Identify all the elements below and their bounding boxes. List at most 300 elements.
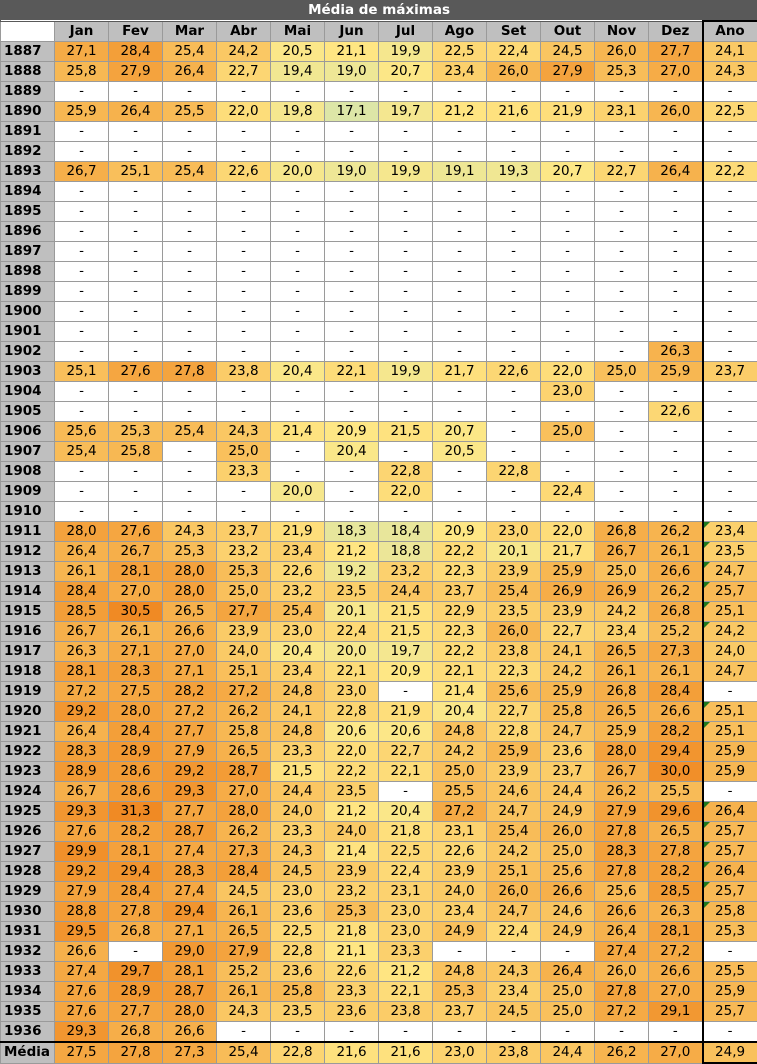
month-value-cell: -: [109, 82, 163, 102]
month-value-cell: 24,8: [433, 962, 487, 982]
month-value-cell: 26,0: [487, 622, 541, 642]
month-value-cell: -: [541, 142, 595, 162]
year-label: 1920: [1, 702, 55, 722]
month-value-cell: -: [379, 222, 433, 242]
month-value-cell: 27,2: [433, 802, 487, 822]
month-value-cell: 28,9: [109, 982, 163, 1002]
month-value-cell: -: [433, 222, 487, 242]
month-value-cell: -: [271, 282, 325, 302]
month-value-cell: -: [55, 382, 109, 402]
table-row: [1, 362, 757, 382]
month-value-cell: 29,4: [649, 742, 703, 762]
month-value-cell: -: [541, 262, 595, 282]
year-label: 1919: [1, 682, 55, 702]
month-value-cell: 22,9: [433, 602, 487, 622]
month-value-cell: 26,2: [649, 522, 703, 542]
month-value-cell: 22,6: [271, 562, 325, 582]
month-value-cell: 28,0: [163, 1002, 217, 1022]
year-label: 1891: [1, 122, 55, 142]
month-value-cell: 23,3: [325, 982, 379, 1002]
month-value-cell: 24,2: [217, 42, 271, 62]
table-row: [1, 522, 757, 542]
year-label: 1908: [1, 462, 55, 482]
annual-value-cell: -: [703, 142, 757, 162]
month-value-cell: 21,7: [433, 362, 487, 382]
month-value-cell: 22,1: [379, 982, 433, 1002]
annual-value-cell: -: [703, 382, 757, 402]
month-value-cell: 23,5: [487, 602, 541, 622]
month-value-cell: 26,5: [217, 742, 271, 762]
month-value-cell: -: [433, 142, 487, 162]
month-value-cell: -: [595, 202, 649, 222]
month-value-cell: 27,4: [595, 942, 649, 962]
month-value-cell: 27,2: [649, 942, 703, 962]
month-value-cell: 24,0: [271, 802, 325, 822]
annual-value-cell: 26,4: [703, 862, 757, 882]
month-value-cell: -: [217, 202, 271, 222]
month-value-cell: 23,4: [487, 982, 541, 1002]
month-value-cell: 21,1: [325, 942, 379, 962]
month-value-cell: 19,8: [271, 102, 325, 122]
table-row: [1, 62, 757, 82]
month-value-cell: -: [325, 122, 379, 142]
month-value-cell: -: [163, 242, 217, 262]
month-value-cell: 22,8: [271, 942, 325, 962]
month-value-cell: 22,7: [595, 162, 649, 182]
month-value-cell: -: [595, 302, 649, 322]
table-row: [1, 1022, 757, 1043]
month-value-cell: -: [541, 202, 595, 222]
table-row: [1, 402, 757, 422]
year-label: 1911: [1, 522, 55, 542]
month-value-cell: -: [433, 82, 487, 102]
month-value-cell: -: [163, 222, 217, 242]
month-value-cell: 22,5: [433, 42, 487, 62]
year-label: 1933: [1, 962, 55, 982]
month-value-cell: 25,9: [541, 562, 595, 582]
month-value-cell: -: [433, 502, 487, 522]
month-value-cell: -: [325, 502, 379, 522]
month-value-cell: 23,6: [541, 742, 595, 762]
month-value-cell: -: [487, 142, 541, 162]
month-value-cell: 23,4: [433, 902, 487, 922]
year-label: 1890: [1, 102, 55, 122]
month-value-cell: 25,0: [217, 582, 271, 602]
month-value-cell: 19,0: [325, 162, 379, 182]
month-value-cell: -: [487, 182, 541, 202]
month-value-cell: -: [217, 282, 271, 302]
month-value-cell: -: [541, 942, 595, 962]
month-value-cell: 19,2: [325, 562, 379, 582]
month-value-cell: -: [55, 482, 109, 502]
month-value-cell: 26,2: [595, 782, 649, 802]
month-value-cell: 24,4: [541, 782, 595, 802]
month-value-cell: -: [649, 462, 703, 482]
month-value-cell: 23,0: [271, 622, 325, 642]
annual-value-cell: -: [703, 242, 757, 262]
month-value-cell: 26,4: [55, 542, 109, 562]
month-value-cell: 26,8: [109, 922, 163, 942]
month-value-cell: -: [595, 462, 649, 482]
month-value-cell: -: [109, 222, 163, 242]
column-header-ano: Ano: [703, 21, 757, 42]
month-value-cell: 24,6: [541, 902, 595, 922]
month-value-cell: -: [541, 322, 595, 342]
month-value-cell: 21,7: [541, 542, 595, 562]
table-row: [1, 822, 757, 842]
month-value-cell: 22,0: [541, 522, 595, 542]
month-value-cell: 30,5: [109, 602, 163, 622]
month-value-cell: 22,1: [325, 662, 379, 682]
month-value-cell: 24,8: [433, 722, 487, 742]
month-value-cell: -: [325, 482, 379, 502]
month-value-cell: 21,6: [325, 1042, 379, 1063]
month-value-cell: 22,7: [487, 702, 541, 722]
month-value-cell: -: [217, 302, 271, 322]
month-value-cell: 28,9: [109, 742, 163, 762]
annual-value-cell: 25,1: [703, 602, 757, 622]
month-value-cell: 29,9: [55, 842, 109, 862]
month-value-cell: 26,1: [217, 902, 271, 922]
month-value-cell: 26,2: [217, 702, 271, 722]
month-value-cell: -: [271, 182, 325, 202]
month-value-cell: 18,3: [325, 522, 379, 542]
month-value-cell: 23,0: [379, 922, 433, 942]
month-value-cell: 25,0: [541, 422, 595, 442]
year-label: 1918: [1, 662, 55, 682]
month-value-cell: 23,5: [325, 782, 379, 802]
month-value-cell: 29,3: [163, 782, 217, 802]
month-value-cell: 23,7: [433, 582, 487, 602]
month-value-cell: 27,9: [163, 742, 217, 762]
month-value-cell: -: [163, 442, 217, 462]
month-value-cell: 23,3: [217, 462, 271, 482]
month-value-cell: 20,4: [379, 802, 433, 822]
month-value-cell: -: [271, 462, 325, 482]
month-value-cell: 25,8: [541, 702, 595, 722]
month-value-cell: -: [649, 262, 703, 282]
month-value-cell: 23,8: [217, 362, 271, 382]
month-value-cell: -: [433, 302, 487, 322]
month-value-cell: 23,4: [433, 62, 487, 82]
month-value-cell: -: [163, 382, 217, 402]
month-value-cell: -: [541, 442, 595, 462]
month-value-cell: 22,7: [379, 742, 433, 762]
column-header-out: Out: [541, 21, 595, 42]
month-value-cell: 23,5: [325, 582, 379, 602]
month-value-cell: 26,7: [595, 762, 649, 782]
month-value-cell: 22,8: [271, 1042, 325, 1063]
month-value-cell: 27,7: [109, 1002, 163, 1022]
month-value-cell: 23,7: [217, 522, 271, 542]
month-value-cell: 23,8: [379, 1002, 433, 1022]
month-value-cell: 31,3: [109, 802, 163, 822]
table-row: [1, 842, 757, 862]
month-value-cell: 26,4: [541, 962, 595, 982]
month-value-cell: 28,2: [649, 722, 703, 742]
month-value-cell: 24,6: [487, 782, 541, 802]
month-value-cell: 20,1: [325, 602, 379, 622]
month-value-cell: -: [163, 342, 217, 362]
month-value-cell: -: [649, 302, 703, 322]
month-value-cell: -: [595, 282, 649, 302]
month-value-cell: 27,7: [163, 722, 217, 742]
month-value-cell: -: [487, 1022, 541, 1043]
month-value-cell: 26,7: [55, 622, 109, 642]
month-value-cell: 25,0: [433, 762, 487, 782]
month-value-cell: 26,6: [55, 942, 109, 962]
month-value-cell: 26,7: [595, 542, 649, 562]
month-value-cell: -: [379, 302, 433, 322]
month-value-cell: 28,4: [649, 682, 703, 702]
month-value-cell: -: [541, 122, 595, 142]
table-row: [1, 982, 757, 1002]
month-value-cell: 26,0: [595, 42, 649, 62]
month-value-cell: 27,9: [55, 882, 109, 902]
month-value-cell: -: [271, 502, 325, 522]
month-value-cell: 23,9: [487, 562, 541, 582]
month-value-cell: -: [271, 322, 325, 342]
month-value-cell: 20,7: [541, 162, 595, 182]
annual-value-cell: -: [703, 422, 757, 442]
month-value-cell: -: [541, 182, 595, 202]
year-label: 1906: [1, 422, 55, 442]
annual-value-cell: 25,7: [703, 822, 757, 842]
header-corner: [1, 21, 55, 42]
month-value-cell: -: [595, 82, 649, 102]
month-value-cell: 27,8: [109, 902, 163, 922]
month-value-cell: 24,7: [487, 902, 541, 922]
month-value-cell: 27,9: [595, 802, 649, 822]
month-value-cell: 27,9: [217, 942, 271, 962]
month-value-cell: 29,0: [163, 942, 217, 962]
month-value-cell: 24,2: [433, 742, 487, 762]
table-row: [1, 382, 757, 402]
month-value-cell: 22,1: [325, 362, 379, 382]
month-value-cell: 21,9: [379, 702, 433, 722]
month-value-cell: 25,8: [271, 982, 325, 1002]
annual-value-cell: 24,1: [703, 42, 757, 62]
annual-value-cell: -: [703, 282, 757, 302]
year-label: 1922: [1, 742, 55, 762]
month-value-cell: 27,6: [109, 522, 163, 542]
month-value-cell: 27,2: [55, 682, 109, 702]
month-value-cell: -: [649, 82, 703, 102]
month-value-cell: 27,6: [55, 982, 109, 1002]
month-value-cell: 26,1: [55, 562, 109, 582]
month-value-cell: 24,0: [217, 642, 271, 662]
month-value-cell: 25,0: [217, 442, 271, 462]
month-value-cell: -: [595, 422, 649, 442]
month-value-cell: -: [55, 342, 109, 362]
month-value-cell: 24,8: [271, 682, 325, 702]
month-value-cell: 25,1: [487, 862, 541, 882]
annual-value-cell: 25,7: [703, 582, 757, 602]
annual-value-cell: 24,2: [703, 622, 757, 642]
month-value-cell: 25,3: [163, 542, 217, 562]
month-value-cell: 28,4: [55, 582, 109, 602]
month-value-cell: 25,2: [217, 962, 271, 982]
annual-value-cell: 25,9: [703, 982, 757, 1002]
month-value-cell: -: [109, 262, 163, 282]
month-value-cell: 22,4: [541, 482, 595, 502]
annual-value-cell: -: [703, 402, 757, 422]
month-value-cell: 26,1: [595, 662, 649, 682]
month-value-cell: 25,1: [217, 662, 271, 682]
month-value-cell: -: [379, 242, 433, 262]
month-value-cell: -: [379, 142, 433, 162]
column-header-fev: Fev: [109, 21, 163, 42]
month-value-cell: 25,9: [55, 102, 109, 122]
annual-value-cell: 22,2: [703, 162, 757, 182]
month-value-cell: 20,9: [325, 422, 379, 442]
table-row: [1, 162, 757, 182]
month-value-cell: 18,4: [379, 522, 433, 542]
month-value-cell: -: [595, 1022, 649, 1043]
month-value-cell: -: [595, 222, 649, 242]
annual-value-cell: 26,4: [703, 802, 757, 822]
table-row: [1, 202, 757, 222]
month-value-cell: 29,3: [55, 802, 109, 822]
month-value-cell: 29,2: [55, 862, 109, 882]
month-value-cell: 25,6: [595, 882, 649, 902]
table-row: [1, 182, 757, 202]
annual-value-cell: 25,7: [703, 1002, 757, 1022]
month-value-cell: 23,3: [271, 742, 325, 762]
year-label: 1912: [1, 542, 55, 562]
month-value-cell: -: [379, 122, 433, 142]
table-row: [1, 622, 757, 642]
month-value-cell: 27,3: [163, 1042, 217, 1063]
year-label: 1928: [1, 862, 55, 882]
month-value-cell: -: [379, 322, 433, 342]
month-value-cell: 28,4: [217, 862, 271, 882]
month-value-cell: 26,8: [109, 1022, 163, 1043]
month-value-cell: 25,8: [217, 722, 271, 742]
month-value-cell: 25,9: [541, 682, 595, 702]
table-row: [1, 142, 757, 162]
month-value-cell: 24,7: [487, 802, 541, 822]
month-value-cell: 20,4: [433, 702, 487, 722]
year-label: 1904: [1, 382, 55, 402]
annual-value-cell: -: [703, 302, 757, 322]
month-value-cell: 23,0: [541, 382, 595, 402]
month-value-cell: 22,2: [433, 642, 487, 662]
month-value-cell: -: [271, 262, 325, 282]
month-value-cell: 26,3: [55, 642, 109, 662]
column-header-jul: Jul: [379, 21, 433, 42]
month-value-cell: 21,1: [325, 42, 379, 62]
table-row: [1, 742, 757, 762]
month-value-cell: 23,4: [595, 622, 649, 642]
month-value-cell: 23,8: [487, 1042, 541, 1063]
month-value-cell: 27,9: [109, 62, 163, 82]
month-value-cell: 24,9: [541, 922, 595, 942]
month-value-cell: -: [649, 322, 703, 342]
month-value-cell: -: [541, 342, 595, 362]
month-value-cell: 22,1: [433, 662, 487, 682]
annual-value-cell: 25,5: [703, 962, 757, 982]
month-value-cell: 29,4: [109, 862, 163, 882]
month-value-cell: -: [217, 182, 271, 202]
month-value-cell: 24,2: [595, 602, 649, 622]
month-value-cell: 21,5: [379, 422, 433, 442]
month-value-cell: -: [379, 682, 433, 702]
table-row: [1, 602, 757, 622]
month-value-cell: 30,0: [649, 762, 703, 782]
year-label: 1921: [1, 722, 55, 742]
table-row: [1, 322, 757, 342]
month-value-cell: 18,8: [379, 542, 433, 562]
month-value-cell: -: [271, 222, 325, 242]
year-label: 1909: [1, 482, 55, 502]
month-value-cell: 25,9: [487, 742, 541, 762]
month-value-cell: 24,3: [271, 842, 325, 862]
month-value-cell: 21,2: [433, 102, 487, 122]
month-value-cell: -: [55, 322, 109, 342]
month-value-cell: -: [163, 82, 217, 102]
column-header-row: [1, 21, 757, 42]
month-value-cell: 27,8: [595, 862, 649, 882]
month-value-cell: -: [487, 302, 541, 322]
month-value-cell: -: [271, 302, 325, 322]
table-row: [1, 642, 757, 662]
month-value-cell: 26,8: [649, 602, 703, 622]
month-value-cell: 25,4: [487, 822, 541, 842]
table-row: [1, 782, 757, 802]
month-value-cell: -: [487, 202, 541, 222]
month-value-cell: -: [649, 182, 703, 202]
month-value-cell: 28,9: [55, 762, 109, 782]
month-value-cell: -: [217, 382, 271, 402]
month-value-cell: 26,2: [649, 582, 703, 602]
year-label: 1901: [1, 322, 55, 342]
table-row: [1, 222, 757, 242]
column-header-jun: Jun: [325, 21, 379, 42]
year-label: 1902: [1, 342, 55, 362]
column-header-mai: Mai: [271, 21, 325, 42]
year-label: 1929: [1, 882, 55, 902]
month-value-cell: 25,5: [649, 782, 703, 802]
month-value-cell: 24,2: [487, 842, 541, 862]
month-value-cell: 21,8: [379, 822, 433, 842]
month-value-cell: 27,0: [109, 582, 163, 602]
month-value-cell: 25,4: [163, 162, 217, 182]
table-row: [1, 302, 757, 322]
month-value-cell: -: [595, 402, 649, 422]
annual-value-cell: -: [703, 342, 757, 362]
month-value-cell: 26,5: [595, 642, 649, 662]
table-row: [1, 122, 757, 142]
month-value-cell: 23,9: [541, 602, 595, 622]
month-value-cell: -: [325, 202, 379, 222]
column-header-mar: Mar: [163, 21, 217, 42]
month-value-cell: 24,3: [217, 422, 271, 442]
month-value-cell: -: [271, 402, 325, 422]
month-value-cell: -: [379, 342, 433, 362]
month-value-cell: 21,9: [271, 522, 325, 542]
month-value-cell: 27,8: [649, 842, 703, 862]
table-row: [1, 542, 757, 562]
month-value-cell: -: [379, 182, 433, 202]
year-label: 1926: [1, 822, 55, 842]
month-value-cell: 28,5: [649, 882, 703, 902]
month-value-cell: 26,2: [595, 1042, 649, 1063]
month-value-cell: 22,6: [217, 162, 271, 182]
year-label: 1894: [1, 182, 55, 202]
table-row: [1, 342, 757, 362]
month-value-cell: 23,5: [271, 1002, 325, 1022]
